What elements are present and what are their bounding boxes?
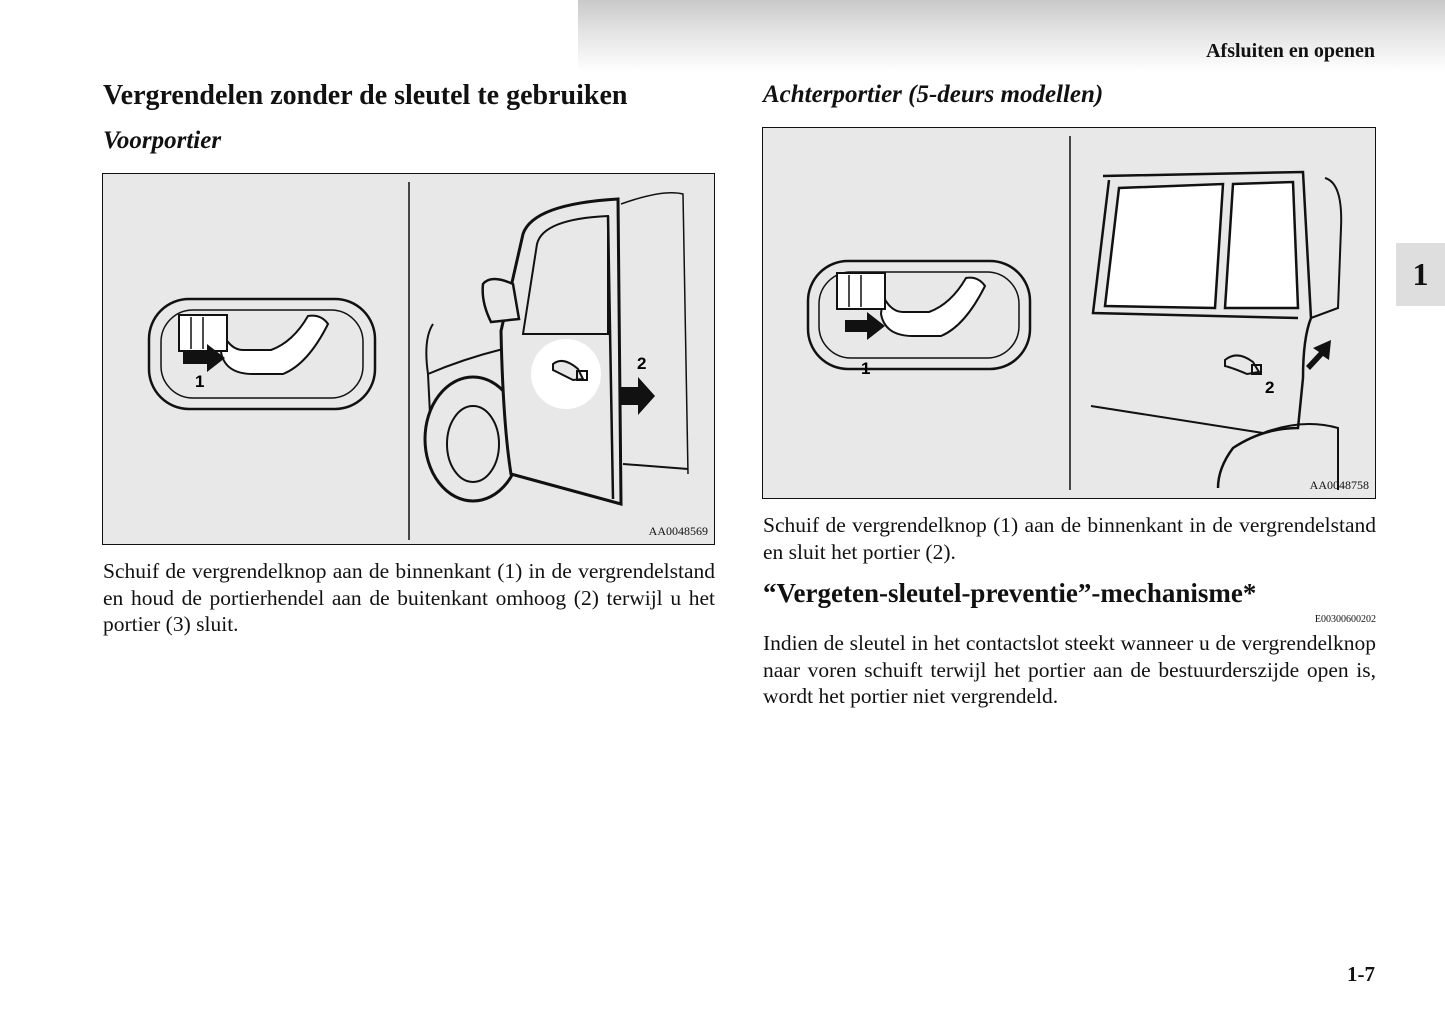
callout-1: 1 bbox=[861, 359, 871, 378]
figure-code: AA0048569 bbox=[648, 524, 708, 538]
chapter-tab: 1 bbox=[1396, 243, 1445, 306]
outside-door-handle-icon bbox=[1225, 355, 1261, 374]
callout-2: 2 bbox=[637, 354, 647, 373]
front-door-subheading: Voorportier bbox=[103, 127, 222, 154]
rear-door-paragraph: Schuif de vergrendelknop (1) aan de binnenkant in de vergrendelstand en sluit het portier (2). bbox=[763, 513, 1376, 564]
page-number: 1-7 bbox=[1347, 962, 1375, 986]
rear-door-subheading: Achterportier (5-deurs modellen) bbox=[763, 81, 1104, 108]
rear-door-figure bbox=[762, 127, 1376, 499]
key-reminder-paragraph: Indien de sleutel in het contactslot steekt wanneer u de vergrendelknop naar voren schuift terwijl het portier aan de bestuurderszijde open is, wordt het portier niet vergrendeld. bbox=[763, 631, 1376, 708]
figure-code: AA0048758 bbox=[1309, 478, 1369, 492]
rear-door-icon bbox=[1091, 172, 1341, 490]
callout-1: 1 bbox=[195, 372, 205, 391]
main-heading: Vergrendelen zonder de sleutel te gebruiken bbox=[103, 80, 628, 111]
rear-door-illustration bbox=[763, 128, 1377, 500]
front-door-illustration bbox=[103, 174, 716, 546]
section-title: Afsluiten en openen bbox=[1206, 40, 1375, 62]
inside-door-handle-icon bbox=[808, 261, 1030, 369]
inside-door-handle-icon bbox=[149, 299, 375, 409]
pull-arrow-icon bbox=[1306, 340, 1331, 370]
key-reminder-heading: “Vergeten-sleutel-preventie”-mechanisme* bbox=[763, 578, 1257, 608]
section-code: E00300600202 bbox=[1314, 614, 1376, 625]
front-door-paragraph: Schuif de vergrendelknop aan de binnenkant (1) in de vergrendelstand en houd de portierhendel aan de buitenkant omhoog (2) terwijl u het portier (3) sluit. bbox=[103, 559, 715, 636]
callout-2: 2 bbox=[1265, 378, 1275, 397]
front-door-figure bbox=[102, 173, 715, 545]
pull-arrow-icon bbox=[621, 377, 655, 415]
